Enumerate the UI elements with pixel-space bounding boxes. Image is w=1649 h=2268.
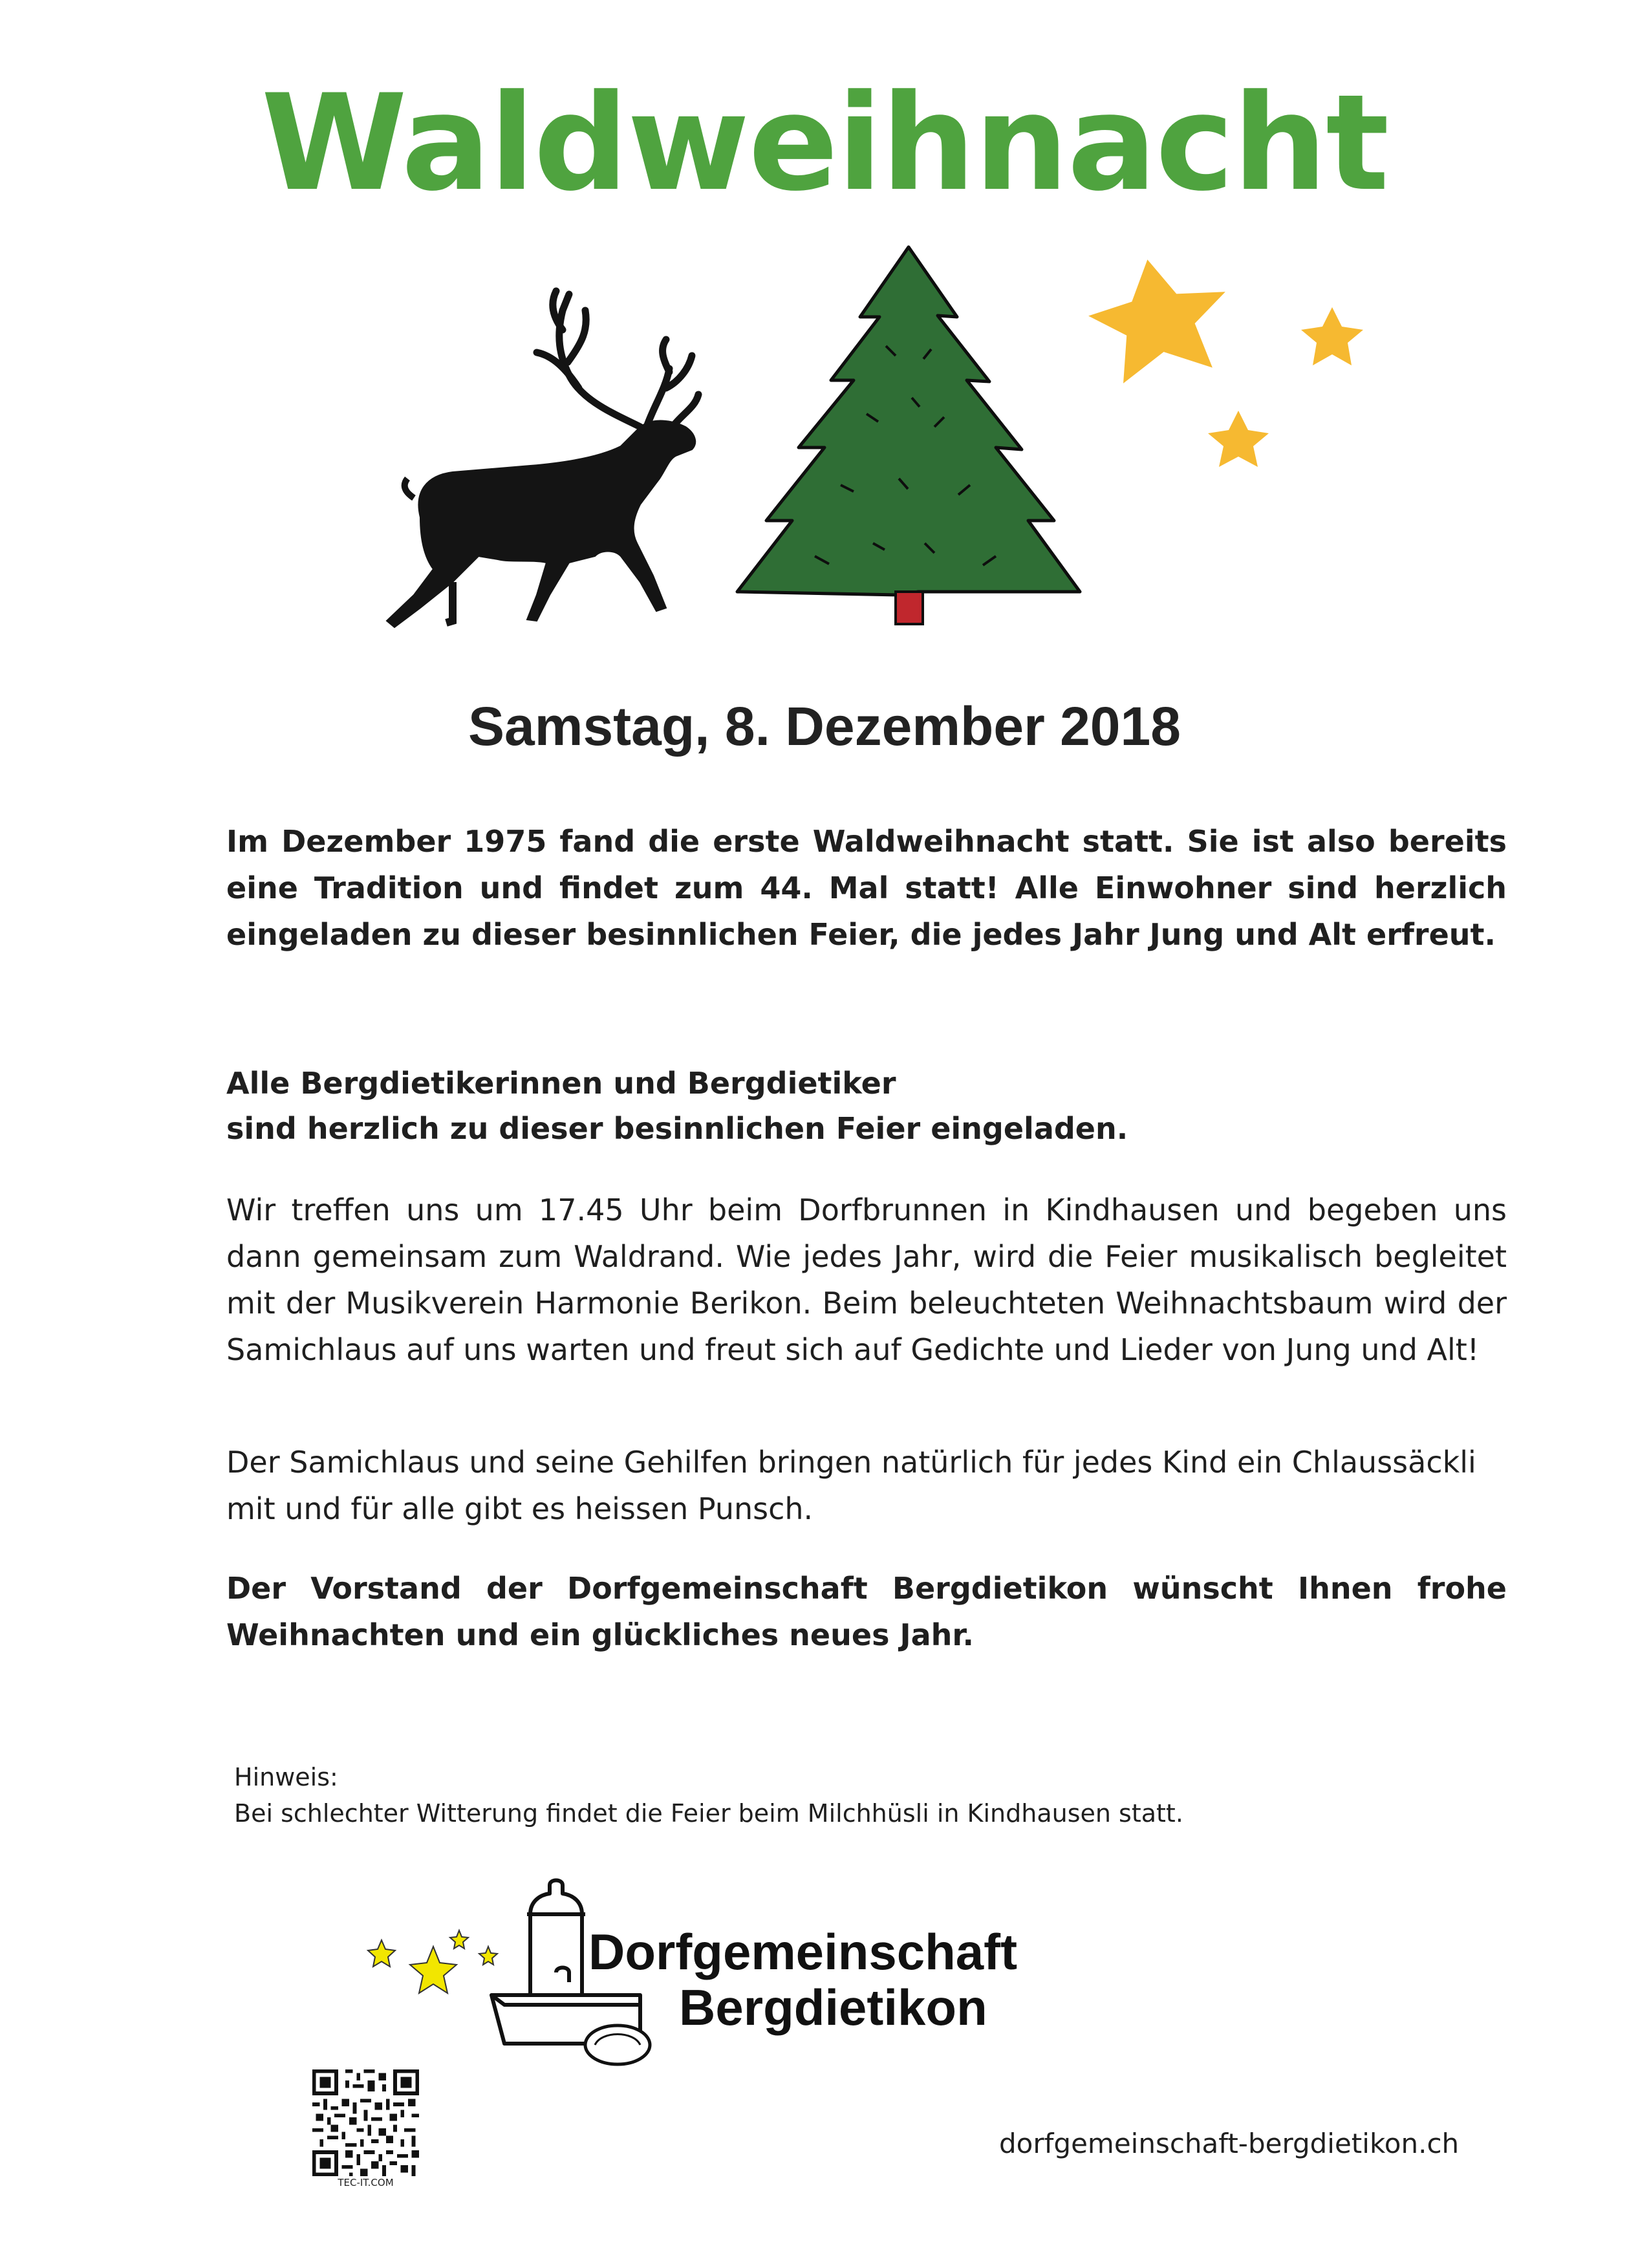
invitation-line-1: Alle Bergdietikerinnen und Bergdietiker <box>226 1066 896 1101</box>
reindeer-icon <box>387 291 698 627</box>
intro-paragraph: Im Dezember 1975 fand die erste Waldweihnacht statt. Sie ist also bereits eine Tradition und findet zum 44. Mal statt! Alle Einwohner sind herzlich eingeladen zu dieser besinnlichen Feier, die jedes Jahr Jung und Alt erfreut. <box>226 824 1507 952</box>
samichlaus-paragraph: Der Samichlaus und seine Gehilfen bringen natürlich für jedes Kind ein Chlaussäckli mit und für alle gibt es heissen Punsch. <box>226 1445 1476 1526</box>
weather-note <box>234 1759 1398 1831</box>
note-label: Hinweis: <box>234 1763 338 1791</box>
note-text: Bei schlechter Witterung findet die Feier beim Milchhüsli in Kindhausen statt. <box>234 1799 1183 1828</box>
meeting-paragraph: Wir treffen uns um 17.45 Uhr beim Dorfbrunnen in Kindhausen und begeben uns dann gemeinsam zum Waldrand. Wie jedes Jahr, wird die Feier musikalisch begleitet mit der Musikverein Harmonie Berikon. Beim beleuchteten Weihnachtsbaum wird der Samichlaus auf uns warten und freut sich auf Gedichte und Lieder von Jung und Alt! <box>226 1193 1507 1367</box>
logo-line-1: Dorfgemeinschaft <box>588 1923 1018 1980</box>
header-illustration <box>0 233 1649 660</box>
greeting-paragraph: Der Vorstand der Dorfgemeinschaft Bergdietikon wünscht Ihnen frohe Weihnachten und ein glückliches neues Jahr. <box>226 1571 1507 1652</box>
qr-code[interactable] <box>312 2069 419 2176</box>
website-link[interactable]: dorfgemeinschaft-bergdietikon.ch <box>999 2128 1460 2159</box>
christmas-tree-icon <box>737 247 1080 624</box>
invitation-block <box>226 1061 1507 1151</box>
poster-title: Waldweihnacht <box>261 67 1388 221</box>
invitation-line-2: sind herzlich zu dieser besinnlichen Feier eingeladen. <box>226 1111 1128 1146</box>
event-date: Samstag, 8. Dezember 2018 <box>468 696 1181 757</box>
qr-caption: TEC-IT.COM <box>338 2177 394 2188</box>
logo-text <box>588 1924 1017 2035</box>
logo-line-2: Bergdietikon <box>679 1979 987 2036</box>
star-icon <box>1081 247 1363 467</box>
